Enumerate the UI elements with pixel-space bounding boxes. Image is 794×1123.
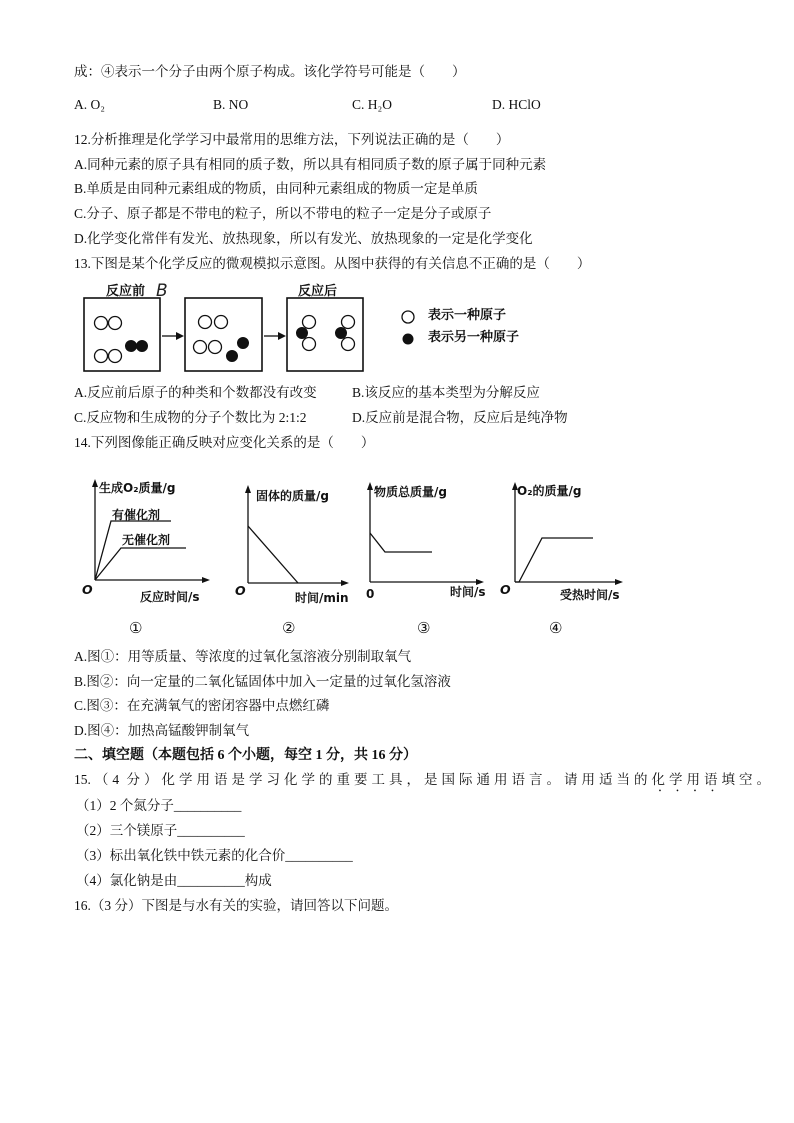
legend-filled-circle-text: 表示另一种原子 [428, 330, 520, 345]
atom-white [194, 341, 207, 354]
atom-black [137, 341, 148, 352]
atom-white [95, 317, 108, 330]
q15-item-4: （4）氯化钠是由__________构成 [76, 873, 272, 888]
graph-4-y-label: O₂的质量/g [517, 484, 582, 498]
molecule-white-black-white [336, 316, 355, 351]
q15-item-2: （2）三个镁原子__________ [76, 823, 245, 838]
q11-option-a: A. O₂ [74, 97, 105, 112]
graph-2-number: ② [282, 619, 296, 637]
reaction-before-label: 反应前 [106, 284, 146, 299]
graph-2-origin: O [235, 583, 246, 598]
q12-stem: 12.分析推理是化学学习中最常用的思维方法，下列说法正确的是（ ） [74, 132, 510, 147]
series-line-without-catalyst [95, 548, 186, 580]
atom-black [297, 328, 308, 339]
q12-option-d: D.化学变化常伴有发光、放热现象，所以有发光、放热现象的一定是化学变化 [74, 231, 533, 246]
reaction-after-label: 反应后 [298, 284, 338, 299]
q15-stem [74, 771, 770, 795]
open-circle-icon [402, 311, 414, 323]
q14-option-c: C.图③：在充满氧气的密闭容器中点燃红磷 [74, 698, 330, 713]
q11-option-c: C. H₂O [352, 97, 392, 112]
atom-white [303, 316, 316, 329]
q11-option-b: B. NO [213, 97, 249, 112]
x-axis-arrow-icon [202, 577, 210, 583]
atom-white [342, 338, 355, 351]
q13-option-c: C.反应物和生成物的分子个数比为 2:1:2 [74, 410, 307, 425]
q14-stem: 14.下列图像能正确反映对应变化关系的是（ ） [74, 435, 375, 450]
q14-option-a: A.图①：用等质量、等浓度的过氧化氢溶液分别制取氧气 [74, 649, 412, 664]
filled-circle-icon [403, 334, 413, 344]
atom-white [199, 316, 212, 329]
atom-white [303, 338, 316, 351]
atom-white [215, 316, 228, 329]
q11-stem-tail: 成：④表示一个分子由两个原子构成。该化学符号可能是（ ） [74, 64, 466, 79]
graph-3-y-label: 物质总质量/g [374, 485, 447, 499]
graph-2-x-label: 时间/min [295, 591, 349, 605]
graph-4-origin: O [500, 582, 511, 597]
q11-option-d: D. HClO [492, 97, 541, 112]
y-axis-arrow-icon [245, 485, 251, 493]
graph-1-x-label: 反应时间/s [140, 590, 200, 604]
q13-option-d: D.反应前是混合物，反应后是纯净物 [352, 410, 568, 425]
graph-1-series-label-no-catalyst: 无催化剂 [122, 533, 171, 547]
q15-item-3: （3）标出氧化铁中铁元素的化合价__________ [76, 848, 353, 863]
molecule-black-black [126, 341, 148, 352]
x-axis-arrow-icon [341, 580, 349, 586]
graph-1-series-label-catalyst: 有催化剂 [112, 508, 161, 522]
atom-white [209, 341, 222, 354]
molecule-white-white [95, 317, 122, 330]
graph-4-x-label: 受热时间/s [560, 588, 620, 602]
q16-stem: 16.（3 分）下图是与水有关的实验，请回答以下问题。 [74, 898, 398, 913]
graph-1-origin: O [82, 582, 93, 597]
q12-option-b: B.单质是由同种元素组成的物质，由同种元素组成的物质一定是单质 [74, 181, 478, 196]
graph-2-y-label: 固体的质量/g [256, 489, 329, 503]
graph-4-number: ④ [549, 619, 563, 637]
atom-white [109, 350, 122, 363]
graph-3-origin: 0 [366, 587, 375, 601]
series-line-total-mass [370, 533, 432, 552]
q15-item-1: （1）2 个氮分子__________ [76, 798, 242, 813]
series-line-oxygen-mass [515, 538, 593, 582]
graph-3-x-label: 时间/s [450, 585, 486, 599]
x-axis-arrow-icon [615, 579, 623, 585]
graph-1-number: ① [129, 619, 143, 637]
series-line-solid-mass [248, 526, 298, 583]
atom-black [238, 338, 249, 349]
right-arrow-icon [264, 332, 286, 340]
atom-black [126, 341, 137, 352]
q15-stem-emphasis: 化学用语 [651, 772, 722, 787]
y-axis-arrow-icon [92, 479, 98, 487]
atom-black [227, 351, 238, 362]
molecule-white-white [95, 350, 122, 363]
q13-option-a: A.反应前后原子的种类和个数都没有改变 [74, 385, 317, 400]
handwritten-mark: B [156, 281, 168, 301]
graph-3-number: ③ [417, 619, 431, 637]
q15-stem-after: 填空。 [721, 772, 770, 787]
q12-option-a: A.同种元素的原子具有相同的质子数，所以具有相同质子数的原子属于同种元素 [74, 157, 547, 172]
atom-black [336, 328, 347, 339]
reaction-micro-diagram [80, 282, 425, 377]
legend-open-circle-text: 表示一种原子 [428, 308, 507, 323]
molecule-white-black-white [297, 316, 316, 351]
graph-1-y-label: 生成O₂质量/g [99, 481, 176, 495]
section-heading: 二、填空题（本题包括 6 个小题，每空 1 分，共 16 分） [74, 748, 417, 763]
y-axis-arrow-icon [367, 482, 373, 490]
right-arrow-icon [162, 332, 184, 340]
atom-white [109, 317, 122, 330]
q15-stem-before: 15.（4 分）化学用语是学习化学的重要工具，是国际通用语言。请用适当的 [74, 772, 652, 787]
q14-option-d: D.图④：加热高锰酸钾制氧气 [74, 723, 250, 738]
series-line-with-catalyst [95, 521, 171, 580]
atom-white [95, 350, 108, 363]
q13-stem: 13.下图是某个化学反应的微观模拟示意图。从图中获得的有关信息不正确的是（ ） [74, 256, 591, 271]
q12-option-c: C.分子、原子都是不带电的粒子，所以不带电的粒子一定是分子或原子 [74, 206, 492, 221]
reaction-box-intermediate [185, 298, 262, 371]
atom-white [342, 316, 355, 329]
q13-option-b: B.该反应的基本类型为分解反应 [352, 385, 540, 400]
q14-option-b: B.图②：向一定量的二氧化锰固体中加入一定量的过氧化氢溶液 [74, 674, 451, 689]
